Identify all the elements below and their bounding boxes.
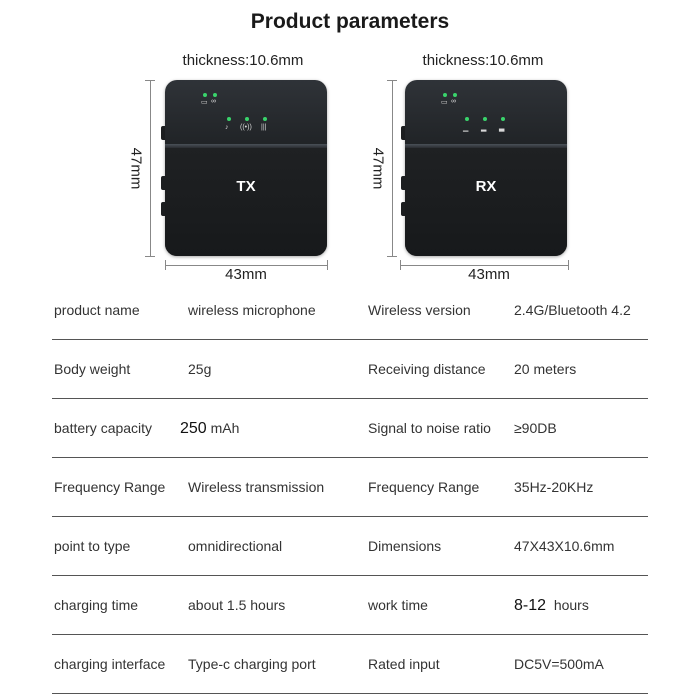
rx-side-button [401, 126, 405, 140]
table-row [52, 517, 648, 576]
spec-key: Frequency Range [368, 479, 480, 495]
rx-height-tick-bottom [387, 256, 397, 257]
rx-width-tick-left [400, 260, 401, 270]
signal-bar-icon: ▃ [499, 125, 505, 132]
spec-value: 20 meters [514, 361, 577, 377]
spec-key: point to type [54, 538, 131, 554]
spec-value: DC5V=500mA [514, 656, 604, 672]
spec-value-number: 250 [180, 420, 207, 437]
spec-value: ≥90DB [514, 420, 557, 436]
tx-width-label: 43mm [225, 266, 267, 283]
spec-value [514, 576, 589, 634]
link-icon: ∞ [451, 98, 456, 105]
spec-value: 2.4G/Bluetooth 4.2 [514, 302, 631, 318]
tx-height-label: 47mm [127, 147, 145, 190]
spec-value: 25g [188, 361, 212, 377]
battery-icon: ▭ [201, 99, 208, 106]
spec-key: Dimensions [368, 538, 442, 554]
table-row [52, 635, 648, 694]
rx-height-label: 47mm [369, 147, 387, 190]
spec-value: 47X43X10.6mm [514, 538, 615, 554]
tx-device [165, 80, 327, 256]
rx-led [453, 93, 457, 97]
tx-led [263, 117, 267, 121]
rx-width-tick-right [568, 260, 569, 270]
rx-led [501, 117, 505, 121]
spec-key: charging interface [54, 656, 166, 672]
tx-side-button [161, 126, 165, 140]
signal-bar-icon: ▁ [463, 125, 469, 132]
spec-value: about 1.5 hours [188, 597, 286, 613]
rx-led [483, 117, 487, 121]
rx-thickness-label: thickness:10.6mm [422, 52, 544, 69]
rx-led [465, 117, 469, 121]
tx-width-tick-right [327, 260, 328, 270]
rx-lower-body [405, 148, 567, 256]
tx-led [213, 93, 217, 97]
rx-led [443, 93, 447, 97]
rx-height-line [392, 80, 393, 256]
spec-key: Signal to noise ratio [368, 420, 491, 436]
spec-value-unit: hours [553, 597, 589, 613]
link-icon: ∞ [211, 98, 216, 105]
tx-height-tick-bottom [145, 256, 155, 257]
tx-led [203, 93, 207, 97]
spec-value: Type-c charging port [188, 656, 316, 672]
tx-lower-body [165, 148, 327, 256]
table-row [52, 281, 648, 340]
spec-key: Receiving distance [368, 361, 486, 377]
tx-label: TX [236, 178, 256, 195]
tx-height-line [150, 80, 151, 256]
tx-thickness-label: thickness:10.6mm [182, 52, 304, 69]
spec-key: Frequency Range [54, 479, 166, 495]
spec-value: Wireless transmission [188, 479, 325, 495]
spec-value: wireless microphone [188, 302, 316, 318]
signal-bar-icon: ▂ [481, 125, 487, 132]
broadcast-icon: ((•)) [240, 124, 252, 131]
spec-key: product name [54, 302, 140, 318]
table-row [52, 399, 648, 458]
sound-wave-icon: ||| [261, 124, 267, 131]
spec-key: charging time [54, 597, 139, 613]
spec-value [180, 399, 239, 457]
battery-icon: ▭ [441, 99, 448, 106]
rx-width-label: 43mm [468, 266, 510, 283]
rx-label: RX [475, 178, 497, 195]
spec-key: battery capacity [54, 420, 153, 436]
tx-width-tick-left [165, 260, 166, 270]
music-note-icon: ♪ [225, 124, 229, 131]
spec-value-unit: mAh [210, 420, 240, 436]
rx-device [405, 80, 567, 256]
rx-height-tick-top [387, 80, 397, 81]
page-title: Product parameters [250, 10, 450, 33]
tx-height-tick-top [145, 80, 155, 81]
spec-key: work time [368, 597, 428, 613]
spec-table [52, 281, 648, 694]
table-row [52, 458, 648, 517]
table-row [52, 340, 648, 399]
tx-led [245, 117, 249, 121]
spec-value: omnidirectional [188, 538, 283, 554]
tx-led [227, 117, 231, 121]
table-row [52, 576, 648, 635]
spec-value-number: 8-12 [514, 597, 547, 614]
spec-key: Body weight [54, 361, 131, 377]
spec-key: Wireless version [368, 302, 471, 318]
spec-key: Rated input [368, 656, 440, 672]
spec-value: 35Hz-20KHz [514, 479, 594, 495]
